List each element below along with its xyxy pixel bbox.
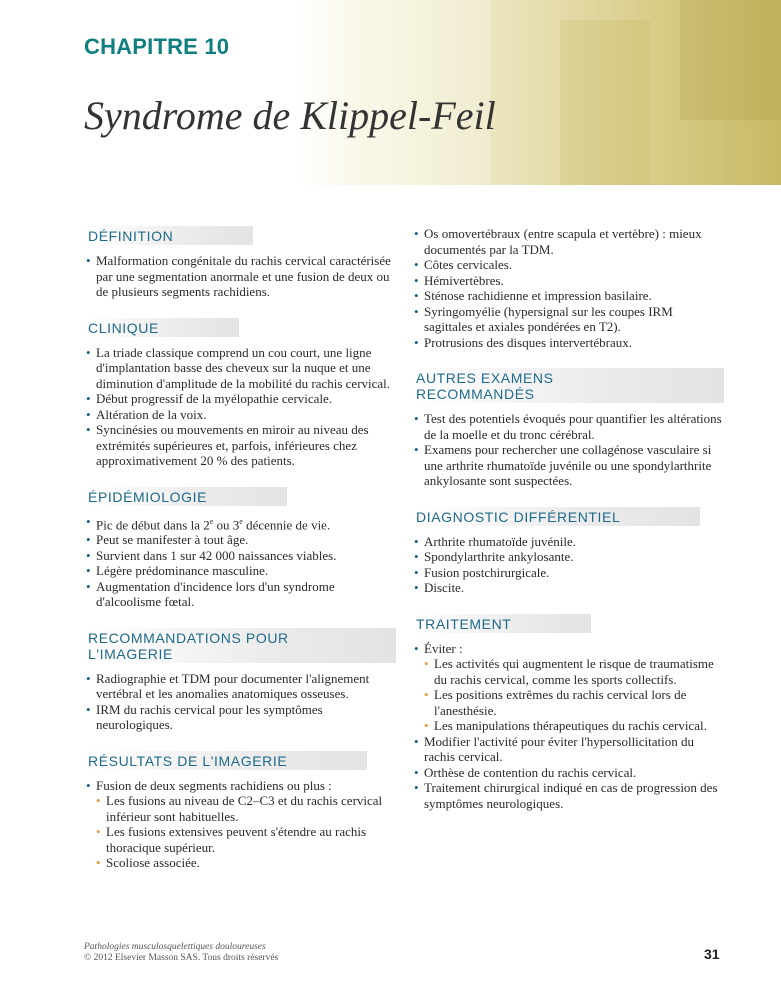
- list-item: • Fusion postchirurgicale.: [414, 565, 724, 581]
- left-column: [86, 226, 396, 889]
- list-item: • Pic de début dans la 2e ou 3e décennie de vie.: [86, 514, 396, 533]
- list-item: • IRM du rachis cervical pour les symptômes neurologiques.: [86, 702, 396, 733]
- list-item: • Hémivertèbres.: [414, 273, 724, 289]
- chapter-label: CHAPITRE 10: [84, 34, 230, 59]
- sub-list-item: • Les manipulations thérapeutiques du rachis cervical.: [414, 718, 724, 734]
- section-heading: DIAGNOSTIC DIFFÉRENTIEL: [414, 507, 700, 526]
- list-item: • Malformation congénitale du rachis cervical caractérisée par une segmentation anormale et une fusion de deux ou de plusieurs segments rachidiens.: [86, 253, 396, 300]
- sub-list-item: • Les activités qui augmentent le risque de traumatisme du rachis cervical, comme les sports collectifs.: [414, 656, 724, 687]
- list-item: • Syncinésies ou mouvements en miroir au niveau des extrémités supérieures et, parfois, inférieures chez approximativement 20 % des patients.: [86, 422, 396, 469]
- section-autres-examens: [414, 368, 724, 489]
- section-recommandations: [86, 628, 396, 733]
- section-resultats-continued: [414, 226, 724, 350]
- list-item: • Altération de la voix.: [86, 407, 396, 423]
- list-item: • Début progressif de la myélopathie cervicale.: [86, 391, 396, 407]
- section-epidemiologie: [86, 487, 396, 610]
- sub-list-item: • Les positions extrêmes du rachis cervical lors de l'anesthésie.: [414, 687, 724, 718]
- sub-list-item: • Les fusions au niveau de C2–C3 et du rachis cervical inférieur sont habituelles.: [86, 793, 396, 824]
- section-heading: DÉFINITION: [86, 226, 253, 245]
- footer: [84, 942, 278, 964]
- book-title: Pathologies musculosquelettiques douloureuses: [84, 942, 266, 952]
- page-number: 31: [704, 946, 720, 962]
- list-item: • Côtes cervicales.: [414, 257, 724, 273]
- list-item: • Syringomyélie (hypersignal sur les coupes IRM sagittales et axiales pondérées en T2).: [414, 304, 724, 335]
- list-item: • Modifier l'activité pour éviter l'hypersollicitation du rachis cervical.: [414, 734, 724, 765]
- right-column: [414, 226, 724, 829]
- section-definition: [86, 226, 396, 300]
- section-resultats: [86, 751, 396, 871]
- list-item: • Discite.: [414, 580, 724, 596]
- section-diagnostic: [414, 507, 724, 596]
- page-title: Syndrome de Klippel-Feil: [84, 93, 496, 138]
- list-item: • Légère prédominance masculine.: [86, 563, 396, 579]
- list-item: • Traitement chirurgical indiqué en cas de progression des symptômes neurologiques.: [414, 780, 724, 811]
- section-heading: TRAITEMENT: [414, 614, 591, 633]
- list-item: • Examens pour rechercher une collagénose vasculaire si une arthrite rhumatoïde juvénile ou une spondylarthrite ankylosante sont suspectées.: [414, 442, 724, 489]
- list-item: • Spondylarthrite ankylosante.: [414, 549, 724, 565]
- list-item: • Sténose rachidienne et impression basilaire.: [414, 288, 724, 304]
- list-item: • Éviter :: [414, 641, 724, 657]
- section-clinique: [86, 318, 396, 469]
- list-item: • Peut se manifester à tout âge.: [86, 532, 396, 548]
- list-item: • Protrusions des disques intervertébraux.: [414, 335, 724, 351]
- list-item: • Test des potentiels évoqués pour quantifier les altérations de la moelle et du tronc cérébral.: [414, 411, 724, 442]
- list-item: • Radiographie et TDM pour documenter l'alignement vertébral et les anomalies anatomiques osseuses.: [86, 671, 396, 702]
- section-heading: RÉSULTATS DE L'IMAGERIE: [86, 751, 367, 770]
- list-item: • Augmentation d'incidence lors d'un syndrome d'alcoolisme fœtal.: [86, 579, 396, 610]
- sub-list-item: • Les fusions extensives peuvent s'étendre au rachis thoracique supérieur.: [86, 824, 396, 855]
- list-item: • Os omovertébraux (entre scapula et vertèbre) : mieux documentés par la TDM.: [414, 226, 724, 257]
- list-item: • Arthrite rhumatoïde juvénile.: [414, 534, 724, 550]
- sub-list-item: • Scoliose associée.: [86, 855, 396, 871]
- section-traitement: [414, 614, 724, 812]
- section-heading: AUTRES EXAMENS RECOMMANDÉS: [414, 368, 724, 403]
- list-item: • Orthèse de contention du rachis cervical.: [414, 765, 724, 781]
- section-heading: ÉPIDÉMIOLOGIE: [86, 487, 287, 506]
- section-heading: CLINIQUE: [86, 318, 239, 337]
- list-item: • Survient dans 1 sur 42 000 naissances viables.: [86, 548, 396, 564]
- section-heading: RECOMMANDATIONS POUR L'IMAGERIE: [86, 628, 396, 663]
- copyright: © 2012 Elsevier Masson SAS. Tous droits réservés: [84, 953, 279, 963]
- list-item: • Fusion de deux segments rachidiens ou plus :: [86, 778, 396, 794]
- list-item: • La triade classique comprend un cou court, une ligne d'implantation basse des cheveux sur la nuque et une diminution d'amplitude de la mobilité du rachis cervical.: [86, 345, 396, 392]
